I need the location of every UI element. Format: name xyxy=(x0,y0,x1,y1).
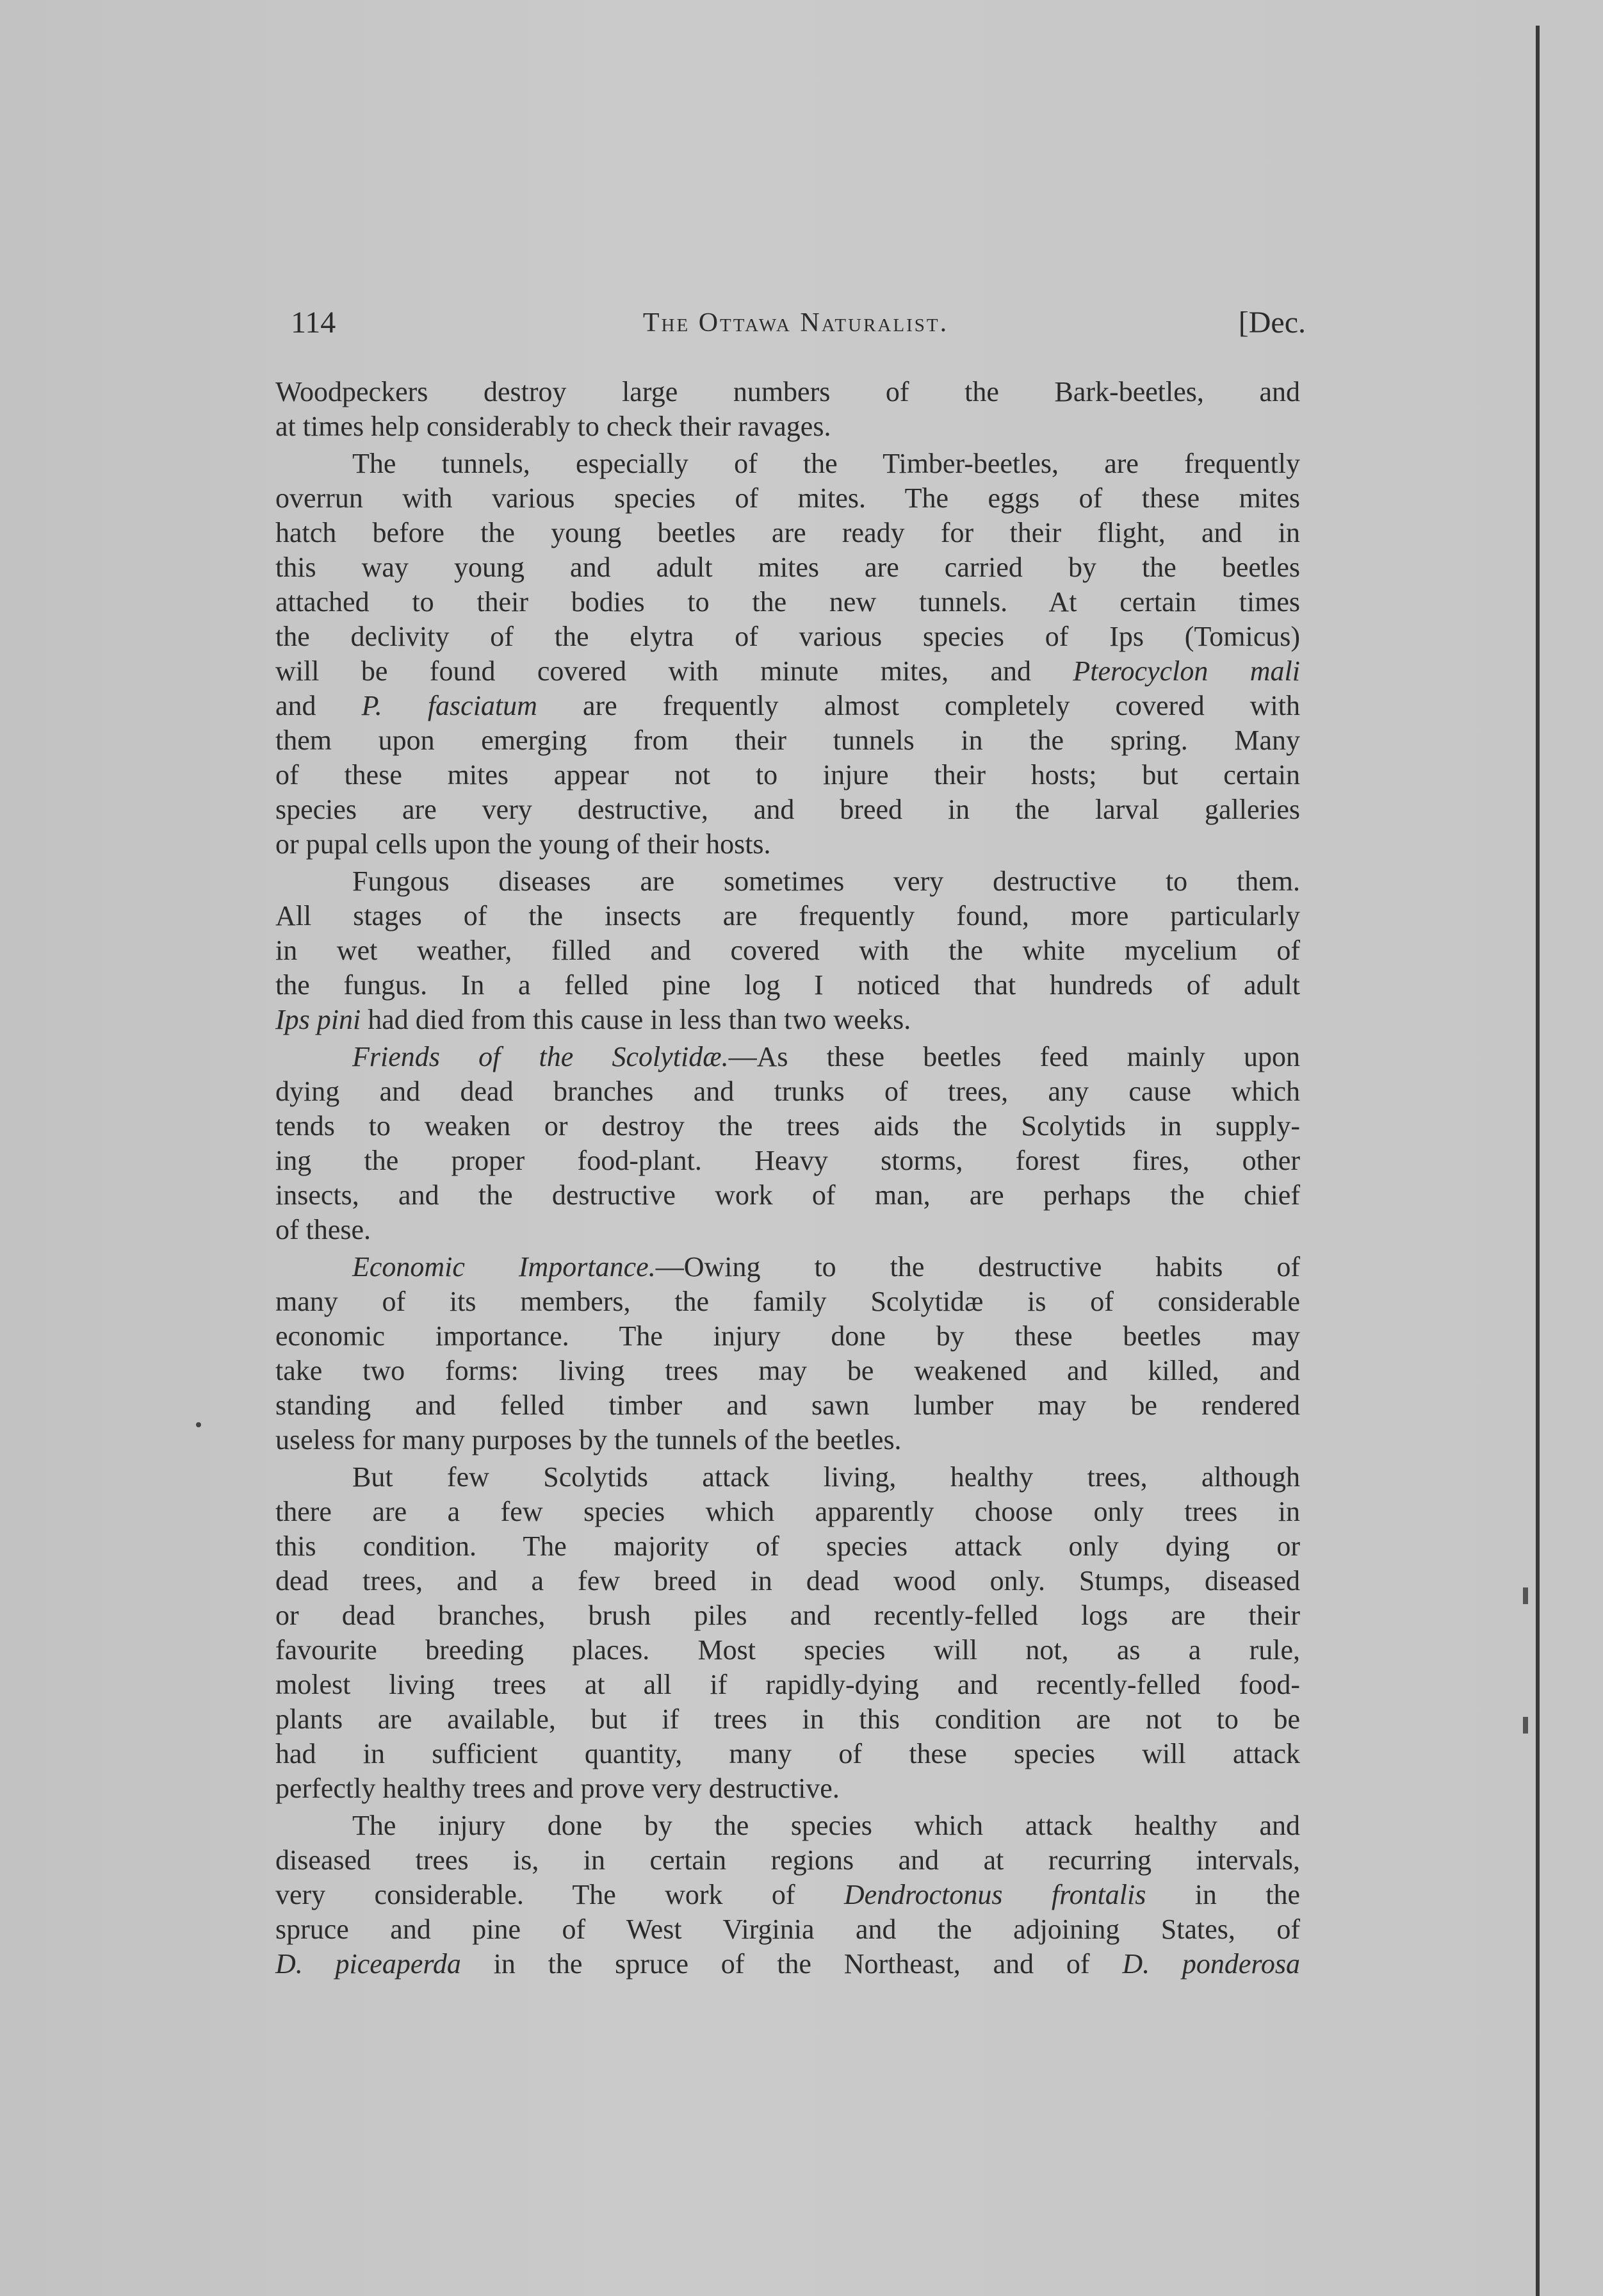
text-line xyxy=(275,1423,1300,1457)
text-line xyxy=(275,1074,1300,1109)
page-number: 114 xyxy=(291,306,336,340)
text-line xyxy=(275,1633,1300,1668)
text-line xyxy=(275,792,1300,827)
text-line xyxy=(275,758,1300,792)
text-line xyxy=(275,1284,1300,1319)
text-segment: favourite breeding places. Most species will not, as a rule, xyxy=(275,1634,1300,1666)
text-segment: the declivity of the elytra of various species of Ips (Tomicus) xyxy=(275,621,1300,652)
text-line xyxy=(275,1771,1300,1806)
text-segment: Woodpeckers destroy large numbers of the Bark-beetles, and xyxy=(275,376,1300,407)
text-segment: very considerable. The work of xyxy=(275,1879,844,1910)
italic-text: Friends of the Scolytidæ. xyxy=(352,1041,729,1072)
text-line xyxy=(275,968,1300,1003)
text-segment: molest living trees at all if rapidly-dying and recently-felled food- xyxy=(275,1669,1300,1700)
paragraph xyxy=(275,447,1300,862)
text-segment: take two forms: living trees may be weakened and killed, and xyxy=(275,1355,1300,1386)
text-segment: in the spruce of the Northeast, and of xyxy=(460,1948,1123,1980)
text-segment: species are very destructive, and breed in the larval galleries xyxy=(275,794,1300,825)
text-segment: —Owing to the destructive habits of xyxy=(655,1251,1300,1283)
text-segment: of these mites appear not to injure their hosts; but certain xyxy=(275,759,1300,791)
text-line xyxy=(275,864,1300,899)
text-segment: —As these beetles feed mainly upon xyxy=(728,1041,1300,1072)
text-segment: in wet weather, filled and covered with the white mycelium of xyxy=(275,935,1300,966)
scan-speck xyxy=(196,1422,201,1427)
text-segment: plants are available, but if trees in this condition are not to be xyxy=(275,1703,1300,1735)
text-segment: tends to weaken or destroy the trees aids the Scolytids in supply- xyxy=(275,1110,1300,1142)
text-line xyxy=(275,1808,1300,1843)
text-segment: of these. xyxy=(275,1214,371,1245)
text-segment: or pupal cells upon the young of their hosts. xyxy=(275,828,771,860)
text-segment: hatch before the young beetles are ready for their flight, and in xyxy=(275,517,1300,548)
text-line xyxy=(275,550,1300,585)
italic-text: Pterocyclon mali xyxy=(1073,655,1300,687)
running-header xyxy=(282,301,1310,352)
text-line xyxy=(275,1564,1300,1598)
text-segment: will be found covered with minute mites, and xyxy=(275,655,1073,687)
text-line xyxy=(275,1529,1300,1564)
text-segment: the fungus. In a felled pine log I noticed that hundreds of adult xyxy=(275,969,1300,1001)
text-line xyxy=(275,1319,1300,1354)
text-segment: in the xyxy=(1146,1879,1301,1910)
text-segment: economic importance. The injury done by these beetles may xyxy=(275,1320,1300,1352)
italic-text: P. fasciatum xyxy=(361,690,537,721)
text-segment: and xyxy=(275,690,362,721)
text-line xyxy=(275,654,1300,689)
text-segment: attached to their bodies to the new tunnels. At certain times xyxy=(275,586,1300,618)
margin-mark xyxy=(1523,1717,1528,1734)
italic-text: Economic Importance. xyxy=(352,1251,656,1283)
paragraph xyxy=(275,864,1300,1037)
text-line xyxy=(275,899,1300,933)
text-segment: ing the proper food-plant. Heavy storms, forest fires, other xyxy=(275,1145,1300,1176)
text-line xyxy=(275,1912,1300,1947)
text-line xyxy=(275,1178,1300,1213)
text-segment: diseased trees is, in certain regions and at recurring intervals, xyxy=(275,1844,1300,1876)
text-line xyxy=(275,1668,1300,1702)
text-segment: The injury done by the species which attack healthy and xyxy=(352,1810,1300,1841)
text-line xyxy=(275,619,1300,654)
page-edge-rule xyxy=(1536,26,1540,2296)
text-segment: many of its members, the family Scolytidæ is of considerable xyxy=(275,1286,1300,1317)
text-segment: Fungous diseases are sometimes very destructive to them. xyxy=(352,865,1300,897)
issue-month: [Dec. xyxy=(1238,306,1306,340)
text-line xyxy=(275,1495,1300,1529)
text-segment: at times help considerably to check their ravages. xyxy=(275,411,831,442)
text-line xyxy=(275,1213,1300,1247)
italic-text: D. ponderosa xyxy=(1122,1948,1301,1980)
text-line xyxy=(275,375,1300,409)
text-line xyxy=(275,1144,1300,1178)
text-line xyxy=(275,1354,1300,1388)
text-segment: The tunnels, especially of the Timber-beetles, are frequently xyxy=(352,448,1300,479)
italic-text: Ips pini xyxy=(275,1004,361,1035)
italic-text: D. piceaperda xyxy=(275,1948,461,1980)
text-line xyxy=(275,1737,1300,1771)
text-segment: this way young and adult mites are carried by the beetles xyxy=(275,552,1300,583)
running-title: The Ottawa Naturalist. xyxy=(642,308,949,338)
text-segment: All stages of the insects are frequently found, more particularly xyxy=(275,900,1300,931)
text-segment: had died from this cause in less than two weeks. xyxy=(361,1004,911,1035)
paragraph xyxy=(275,1808,1300,1981)
text-segment: them upon emerging from their tunnels in the spring. Many xyxy=(275,725,1300,756)
text-line xyxy=(275,1460,1300,1495)
text-line xyxy=(275,1947,1300,1981)
text-segment: dying and dead branches and trunks of trees, any cause which xyxy=(275,1076,1300,1107)
text-line xyxy=(275,1843,1300,1878)
text-line xyxy=(275,1388,1300,1423)
text-segment: perfectly healthy trees and prove very destructive. xyxy=(275,1773,840,1804)
text-segment: But few Scolytids attack living, healthy trees, although xyxy=(352,1461,1300,1493)
paragraph xyxy=(275,1250,1300,1457)
text-line xyxy=(275,447,1300,481)
paragraph xyxy=(275,375,1300,444)
text-line xyxy=(275,827,1300,862)
text-line xyxy=(275,1003,1300,1037)
text-segment: are frequently almost completely covered with xyxy=(537,690,1300,721)
text-segment: dead trees, and a few breed in dead wood only. Stumps, diseased xyxy=(275,1565,1300,1596)
text-segment: had in sufficient quantity, many of these species will attack xyxy=(275,1738,1300,1769)
text-line xyxy=(275,1598,1300,1633)
article-body xyxy=(275,375,1300,1984)
text-segment: insects, and the destructive work of man, are perhaps the chief xyxy=(275,1179,1300,1211)
text-segment: or dead branches, brush piles and recently-felled logs are their xyxy=(275,1600,1300,1631)
paragraph xyxy=(275,1040,1300,1247)
margin-mark xyxy=(1523,1587,1528,1604)
text-segment: this condition. The majority of species attack only dying or xyxy=(275,1530,1300,1562)
text-segment: standing and felled timber and sawn lumber may be rendered xyxy=(275,1390,1300,1421)
text-segment: useless for many purposes by the tunnels of the beetles. xyxy=(275,1424,902,1456)
italic-text: Dendroctonus frontalis xyxy=(843,1879,1146,1910)
text-line xyxy=(275,1040,1300,1074)
text-line xyxy=(275,1109,1300,1144)
paragraph xyxy=(275,1460,1300,1806)
text-segment: spruce and pine of West Virginia and the adjoining States, of xyxy=(275,1914,1300,1945)
text-line xyxy=(275,585,1300,619)
text-segment: overrun with various species of mites. The eggs of these mites xyxy=(275,482,1300,514)
text-line xyxy=(275,1250,1300,1284)
text-segment: there are a few species which apparently choose only trees in xyxy=(275,1496,1300,1527)
text-line xyxy=(275,516,1300,550)
text-line xyxy=(275,933,1300,968)
text-line xyxy=(275,409,1300,444)
text-line xyxy=(275,689,1300,723)
text-line xyxy=(275,723,1300,758)
text-line xyxy=(275,1878,1300,1912)
text-line xyxy=(275,481,1300,516)
text-line xyxy=(275,1702,1300,1737)
